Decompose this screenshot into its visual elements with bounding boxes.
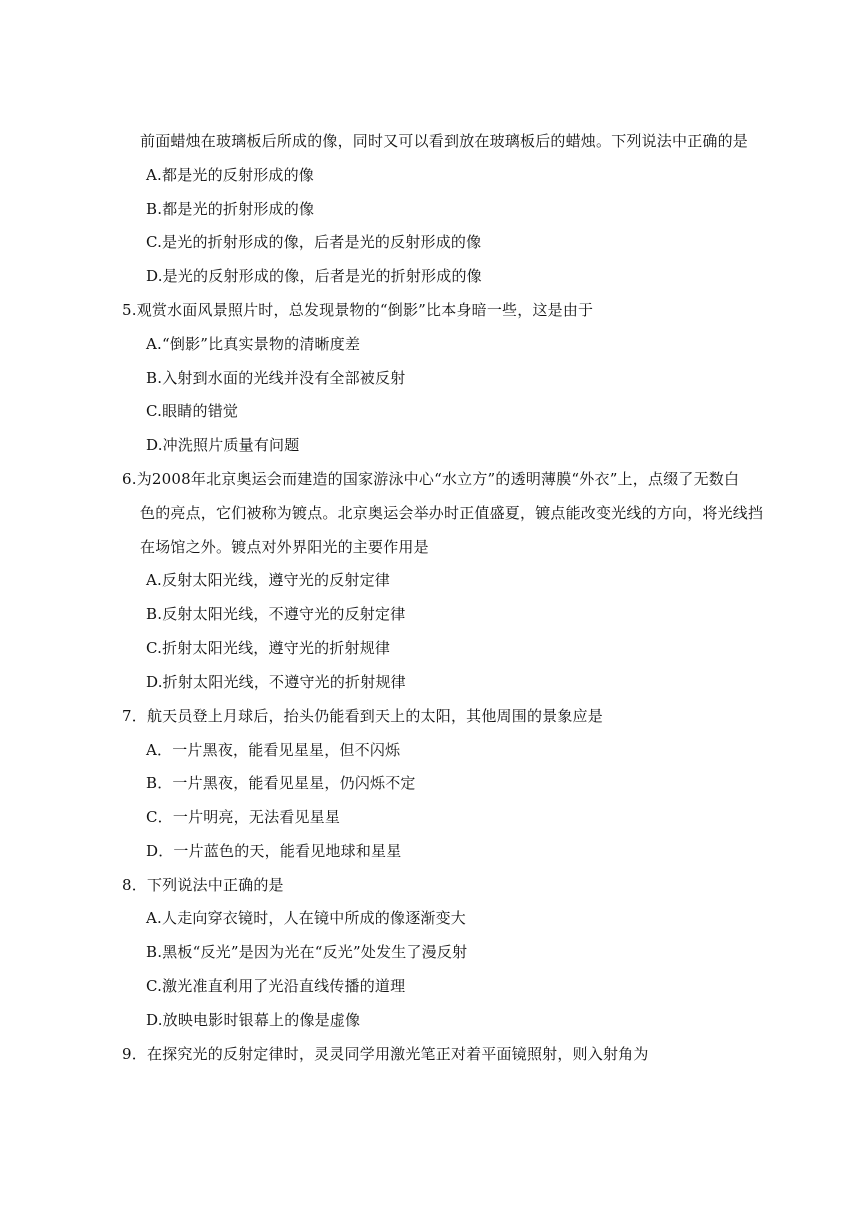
q8-option-c: C.激光准直利用了光沿直线传播的道理: [146, 977, 406, 995]
q7-option-a: A．一片黑夜，能看见星星，但不闪烁: [146, 741, 401, 759]
q7-stem: 7．航天员登上月球后，抬头仍能看到天上的太阳，其他周围的景象应是: [122, 707, 603, 725]
q5-option-b: B.入射到水面的光线并没有全部被反射: [146, 369, 406, 387]
q4-option-d: D.是光的反射形成的像，后者是光的折射形成的像: [146, 267, 482, 285]
q6-option-d: D.折射太阳光线，不遵守光的折射规律: [146, 673, 406, 691]
q5-option-a: A.“倒影”比真实景物的清晰度差: [146, 335, 361, 353]
q5-option-d: D.冲洗照片质量有问题: [146, 436, 300, 454]
q6-stem-line-1: 6.为2008年北京奥运会而建造的国家游泳中心“水立方”的透明薄膜“外衣”上，点缀了无数白: [122, 470, 740, 488]
q9-stem: 9．在探究光的反射定律时，灵灵同学用激光笔正对着平面镜照射，则入射角为: [122, 1045, 649, 1063]
q6-option-c: C.折射太阳光线，遵守光的折射规律: [146, 639, 391, 657]
q7-option-c: C．一片明亮，无法看见星星: [146, 808, 341, 826]
q8-option-b: B.黑板“反光”是因为光在“反光”处发生了漫反射: [146, 943, 468, 961]
q8-option-d: D.放映电影时银幕上的像是虚像: [146, 1011, 361, 1029]
q8-option-a: A.人走向穿衣镜时，人在镜中所成的像逐渐变大: [146, 909, 467, 927]
q4-option-a: A.都是光的反射形成的像: [146, 166, 315, 184]
q5-stem: 5.观赏水面风景照片时，总发现景物的“倒影”比本身暗一些，这是由于: [122, 301, 594, 319]
q4-option-b: B.都是光的折射形成的像: [146, 200, 315, 218]
q4-option-c: C.是光的折射形成的像，后者是光的反射形成的像: [146, 233, 482, 251]
q8-stem: 8．下列说法中正确的是: [122, 876, 284, 894]
q7-option-d: D．一片蓝色的天，能看见地球和星星: [146, 842, 402, 860]
q6-stem-line-2: 色的亮点，它们被称为镀点。北京奥运会举办时正值盛夏，镀点能改变光线的方向，将光线挡: [140, 504, 764, 522]
q4-stem-continuation: 前面蜡烛在玻璃板后所成的像，同时又可以看到放在玻璃板后的蜡烛。下列说法中正确的是: [140, 132, 749, 150]
q6-option-a: A.反射太阳光线，遵守光的反射定律: [146, 571, 391, 589]
q5-option-c: C.眼睛的错觉: [146, 402, 239, 420]
q7-option-b: B．一片黑夜，能看见星星，仍闪烁不定: [146, 774, 416, 792]
q6-stem-line-3: 在场馆之外。镀点对外界阳光的主要作用是: [140, 538, 429, 556]
q6-option-b: B.反射太阳光线，不遵守光的反射定律: [146, 605, 406, 623]
